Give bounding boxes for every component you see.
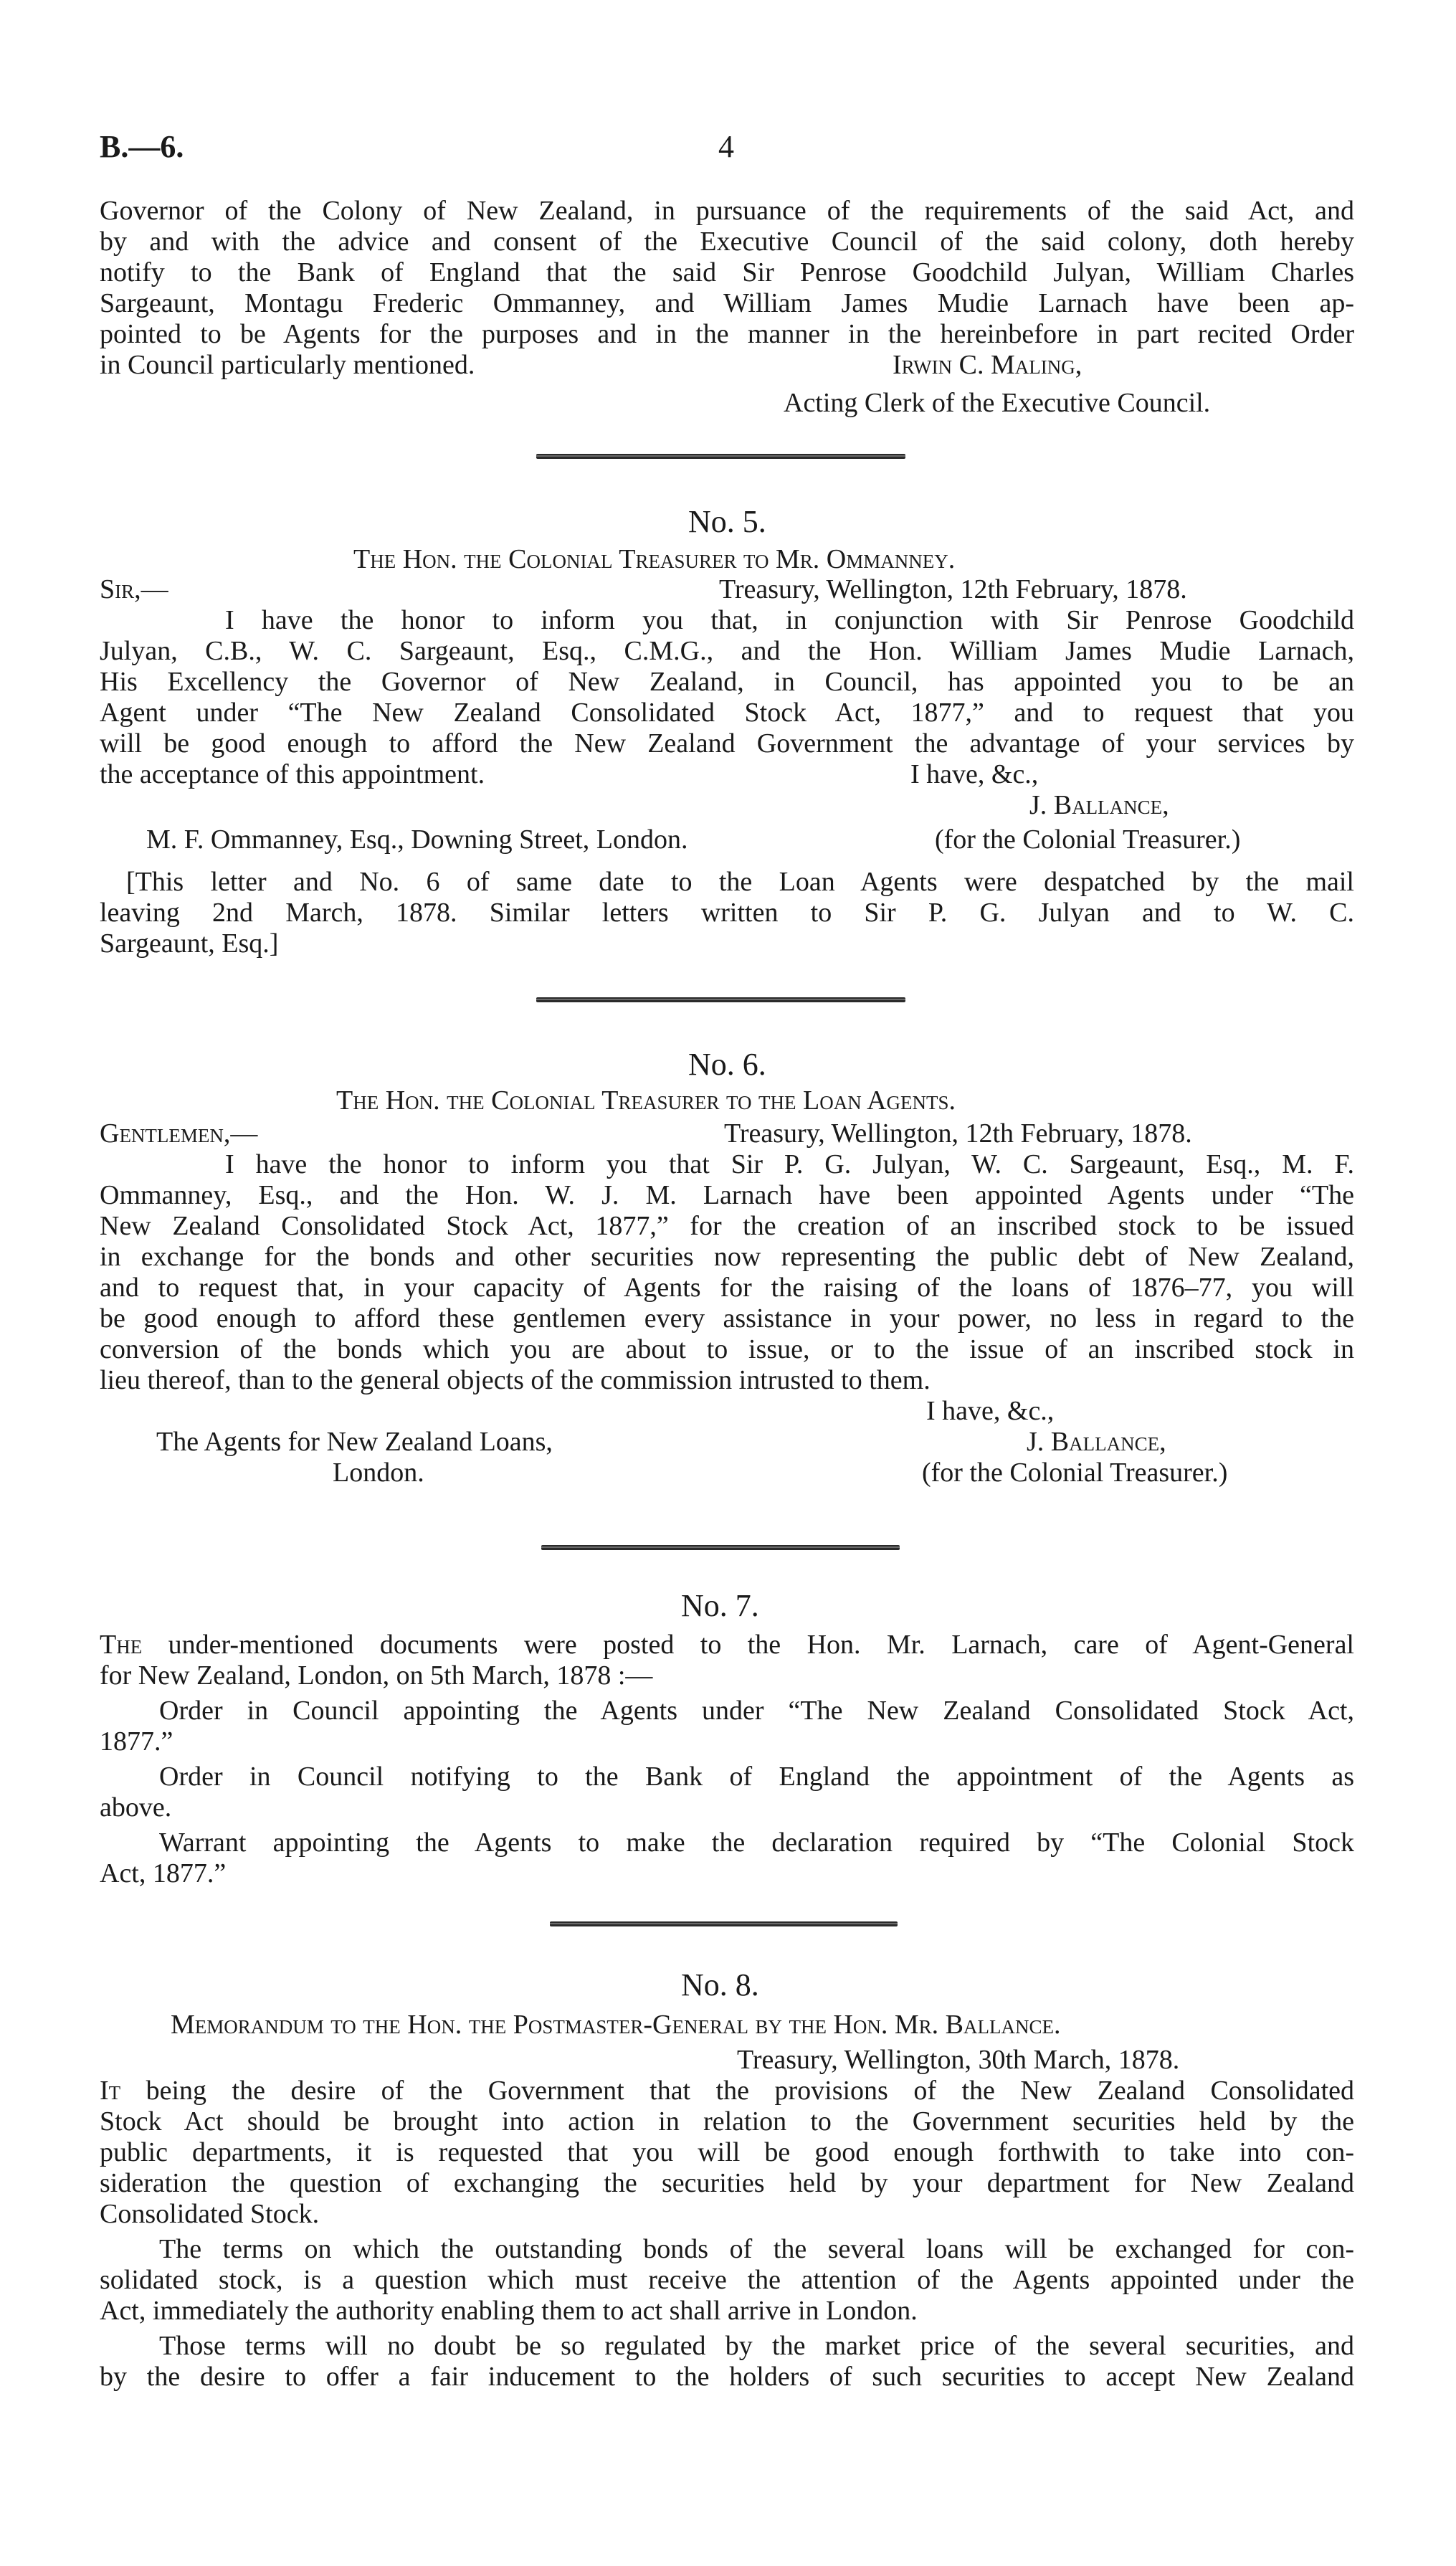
no6-addressee: The Agents for New Zealand Loans, [156, 1427, 553, 1457]
no5-addressee: M. F. Ommanney, Esq., Downing Street, London. [146, 825, 688, 855]
no5-body-line: will be good enough to afford the New Zealand Government the advantage of your services by [100, 728, 1354, 759]
intro-signatory: Irwin C. Maling, [893, 350, 1083, 380]
intro-line: Governor of the Colony of New Zealand, in pursuance of the requirements of the said Act, and [100, 196, 1354, 226]
no6-body-line: New Zealand Consolidated Stock Act, 1877,” for the creation of an inscribed stock to be issued [100, 1211, 1354, 1241]
no6-signature: J. Ballance, [1027, 1427, 1166, 1457]
no6-closing: I have, &c., [926, 1396, 1055, 1426]
no5-body-line: Julyan, C.B., W. C. Sargeaunt, Esq., C.M.G., and the Hon. William James Mudie Larnach, [100, 636, 1354, 666]
no7-item: Order in Council notifying to the Bank of England the appointment of the Agents as [159, 1762, 1354, 1792]
no6-body-line: I have the honor to inform you that Sir P. G. Julyan, W. C. Sargeaunt, Esq., M. F. [225, 1149, 1354, 1179]
no5-signature: J. Ballance, [1029, 790, 1169, 820]
no5-closing: I have, &c., [910, 759, 1039, 789]
no8-p2-line: solidated stock, is a question which must receive the attention of the Agents appointed under the [100, 2265, 1354, 2295]
section-divider [536, 997, 905, 1002]
no8-p1-first-line [100, 2075, 1354, 2106]
no7-item: Order in Council appointing the Agents under “The New Zealand Consolidated Stock Act, [159, 1696, 1354, 1726]
section-divider [541, 1545, 900, 1550]
no6-body-line: be good enough to afford these gentlemen every assistance in your power, no less in regard to the [100, 1303, 1354, 1334]
document-reference: B.—6. [100, 129, 184, 164]
no5-sig-note: (for the Colonial Treasurer.) [935, 825, 1241, 855]
no8-p1-line: public departments, it is requested that you will be good enough forthwith to take into con- [100, 2137, 1354, 2167]
intro-signatory-title: Acting Clerk of the Executive Council. [784, 388, 1211, 418]
no8-dateline: Treasury, Wellington, 30th March, 1878. [737, 2045, 1180, 2075]
no6-title: The Hon. the Colonial Treasurer to the Loan Agents. [336, 1085, 956, 1116]
no6-dateline: Treasury, Wellington, 12th February, 1878. [724, 1118, 1192, 1149]
no8-p1-line: Stock Act should be brought into action in relation to the Government securities held by the [100, 2106, 1354, 2137]
no6-sig-note: (for the Colonial Treasurer.) [922, 1458, 1228, 1488]
no6-salutation: Gentlemen,— [100, 1118, 258, 1149]
no5-note-last: Sargeaunt, Esq.] [100, 928, 279, 959]
no8-number: No. 8. [681, 1967, 759, 2002]
no7-intro-line [100, 1629, 1354, 1660]
no7-item-cont: Act, 1877.” [100, 1858, 227, 1888]
no6-body-last: lieu thereof, than to the general objects of the commission intrusted to them. [100, 1365, 931, 1395]
intro-line: notify to the Bank of England that the said Sir Penrose Goodchild Julyan, William Charles [100, 257, 1354, 288]
no8-p1-line: sideration the question of exchanging the securities held by your department for New Zealand [100, 2168, 1354, 2198]
intro-line: by and with the advice and consent of the Executive Council of the said colony, doth hereby [100, 227, 1354, 257]
no8-p2-line: The terms on which the outstanding bonds of the several loans will be exchanged for con- [159, 2234, 1354, 2264]
no5-note-line: [This letter and No. 6 of same date to the Loan Agents were despatched by the mail [126, 867, 1354, 897]
section-divider [536, 454, 905, 459]
no6-body-line: conversion of the bonds which you are about to issue, or to the issue of an inscribed stock in [100, 1334, 1354, 1364]
no8-p1-last: Consolidated Stock. [100, 2199, 320, 2229]
no5-body-line: Agent under “The New Zealand Consolidated Stock Act, 1877,” and to request that you [100, 698, 1354, 728]
no5-note-line: leaving 2nd March, 1878. Similar letters written to Sir P. G. Julyan and to W. C. [100, 898, 1354, 928]
page-number: 4 [718, 129, 734, 164]
no8-p3-line: by the desire to offer a fair inducement to the holders of such securities to accept New Zealand [100, 2362, 1354, 2392]
no8-title: Memorandum to the Hon. the Postmaster-General by the Hon. Mr. Ballance. [171, 2010, 1061, 2040]
no6-addressee-city: London. [333, 1458, 424, 1488]
no5-body-last: the acceptance of this appointment. [100, 759, 485, 789]
no8-p3-line: Those terms will no doubt be so regulated by the market price of the several securities, and [159, 2331, 1354, 2361]
no7-item-cont: above. [100, 1792, 172, 1823]
intro-line: pointed to be Agents for the purposes and in the manner in the hereinbefore in part recited Order [100, 319, 1354, 349]
no8-p2-last: Act, immediately the authority enabling them to act shall arrive in London. [100, 2296, 918, 2326]
no5-salutation: Sir,— [100, 574, 168, 604]
no5-title: The Hon. the Colonial Treasurer to Mr. Ommanney. [353, 544, 956, 574]
no7-intro-first-word: The [100, 1630, 143, 1660]
no5-dateline: Treasury, Wellington, 12th February, 1878. [719, 574, 1187, 604]
no5-body-line: I have the honor to inform you that, in conjunction with Sir Penrose Goodchild [225, 605, 1354, 635]
no5-number: No. 5. [688, 504, 766, 539]
no5-body-line: His Excellency the Governor of New Zealand, in Council, has appointed you to be an [100, 667, 1354, 697]
no6-body-line: in exchange for the bonds and other securities now representing the public debt of New Zealand, [100, 1242, 1354, 1272]
intro-last-line: in Council particularly mentioned. [100, 350, 475, 380]
no7-item-cont: 1877.” [100, 1726, 173, 1757]
no7-intro-rest: under-mentioned documents were posted to the Hon. Mr. Larnach, care of Agent-General [142, 1630, 1354, 1660]
no7-item: Warrant appointing the Agents to make the declaration required by “The Colonial Stock [159, 1828, 1354, 1858]
no6-body-line: Ommanney, Esq., and the Hon. W. J. M. Larnach have been appointed Agents under “The [100, 1180, 1354, 1210]
no6-body-line: and to request that, in your capacity of Agents for the raising of the loans of 1876–77, you will [100, 1273, 1354, 1303]
no8-p1-rest: being the desire of the Government that the provisions of the New Zealand Consolidated [120, 2076, 1354, 2106]
intro-line: Sargeaunt, Montagu Frederic Ommanney, and William James Mudie Larnach have been ap- [100, 288, 1354, 318]
section-divider [550, 1921, 898, 1926]
no6-number: No. 6. [688, 1047, 766, 1082]
no8-p1-first-word: It [100, 2076, 121, 2106]
no7-number: No. 7. [681, 1588, 759, 1623]
no7-intro-line-2: for New Zealand, London, on 5th March, 1878 :— [100, 1660, 653, 1691]
